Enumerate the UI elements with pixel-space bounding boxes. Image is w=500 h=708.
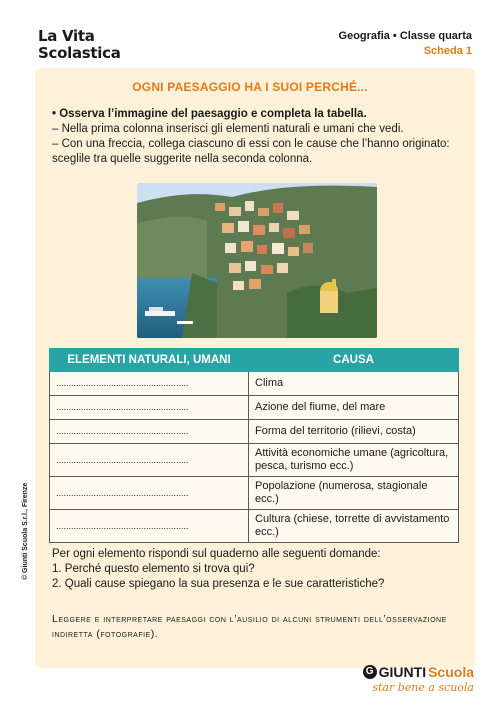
learning-objective: Leggere e interpretare paesaggi con l’ausilio di alcuni strumenti dell’osservazione indiretta (fotografie). (52, 613, 447, 640)
sheet-label: Scheda 1 (423, 45, 472, 57)
blank-dots: ..................................................... (56, 378, 189, 388)
element-blank-field[interactable] (50, 396, 249, 420)
table-row (50, 477, 459, 510)
element-blank-field[interactable] (50, 477, 249, 510)
elements-causes-table (49, 348, 459, 543)
table-row (50, 420, 459, 444)
publisher-brand (363, 664, 474, 694)
table-row (50, 444, 459, 477)
column-header-elements: ELEMENTI NATURALI, UMANI (50, 349, 249, 372)
element-blank-field[interactable] (50, 444, 249, 477)
column-header-cause: CAUSA (249, 349, 459, 372)
cause-cell: Attività economiche umane (agricoltura, pesca, turismo ecc.) (249, 444, 459, 477)
table-row (50, 372, 459, 396)
table-row (50, 396, 459, 420)
logo (38, 28, 128, 62)
blank-dots: ..................................................... (56, 487, 189, 498)
logo-line-2: Scolastica (38, 44, 121, 62)
cause-cell: Clima (249, 372, 459, 396)
worksheet-title: OGNI PAESAGGIO HA I SUOI PERCHÉ... (132, 80, 368, 94)
header-info (339, 30, 472, 57)
instruction-3: – Con una freccia, collega ciascuno di essi con le cause che l’hanno originato: sceglile tra quelle suggerite nella seconda colonna. (52, 138, 450, 165)
questions (52, 547, 472, 592)
coastal-village-image (137, 183, 377, 338)
element-blank-field[interactable] (50, 420, 249, 444)
blank-dots: ..................................................... (56, 520, 189, 531)
question-1: 1. Perché questo elemento si trova qui? (52, 563, 255, 575)
blank-dots: ..................................................... (56, 402, 189, 412)
instruction-1: • Osserva l’immagine del paesaggio e completa la tabella. (52, 108, 367, 120)
instructions (52, 107, 457, 167)
logo-line-1: La Vita (38, 27, 95, 45)
brand-name-2: Scuola (428, 664, 474, 680)
brand-row (363, 664, 474, 680)
cause-cell: Forma del territorio (rilievi, costa) (249, 420, 459, 444)
brand-g-icon: G (363, 665, 377, 679)
table-header-row (50, 349, 459, 372)
cause-cell: Cultura (chiese, torrette di avvistamento ecc.) (249, 510, 459, 543)
brand-name: GIUNTI (378, 664, 427, 680)
copyright-notice: © Giunti Scuola S.r.l., Firenze (22, 482, 29, 580)
questions-intro: Per ogni elemento rispondi sul quaderno alle seguenti domande: (52, 548, 381, 560)
blank-dots: ..................................................... (56, 454, 189, 465)
cause-cell: Popolazione (numerosa, stagionale ecc.) (249, 477, 459, 510)
element-blank-field[interactable] (50, 510, 249, 543)
table-row (50, 510, 459, 543)
brand-tagline: star bene a scuola (372, 681, 474, 694)
blank-dots: ..................................................... (56, 426, 189, 436)
instruction-2: – Nella prima colonna inserisci gli elementi naturali e umani che vedi. (52, 123, 404, 135)
landscape-photo (137, 183, 377, 338)
subject-label: Geografia • Classe quarta (338, 30, 472, 42)
question-2: 2. Quali cause spiegano la sua presenza e le sue caratteristiche? (52, 578, 385, 590)
element-blank-field[interactable] (50, 372, 249, 396)
cause-cell: Azione del fiume, del mare (249, 396, 459, 420)
